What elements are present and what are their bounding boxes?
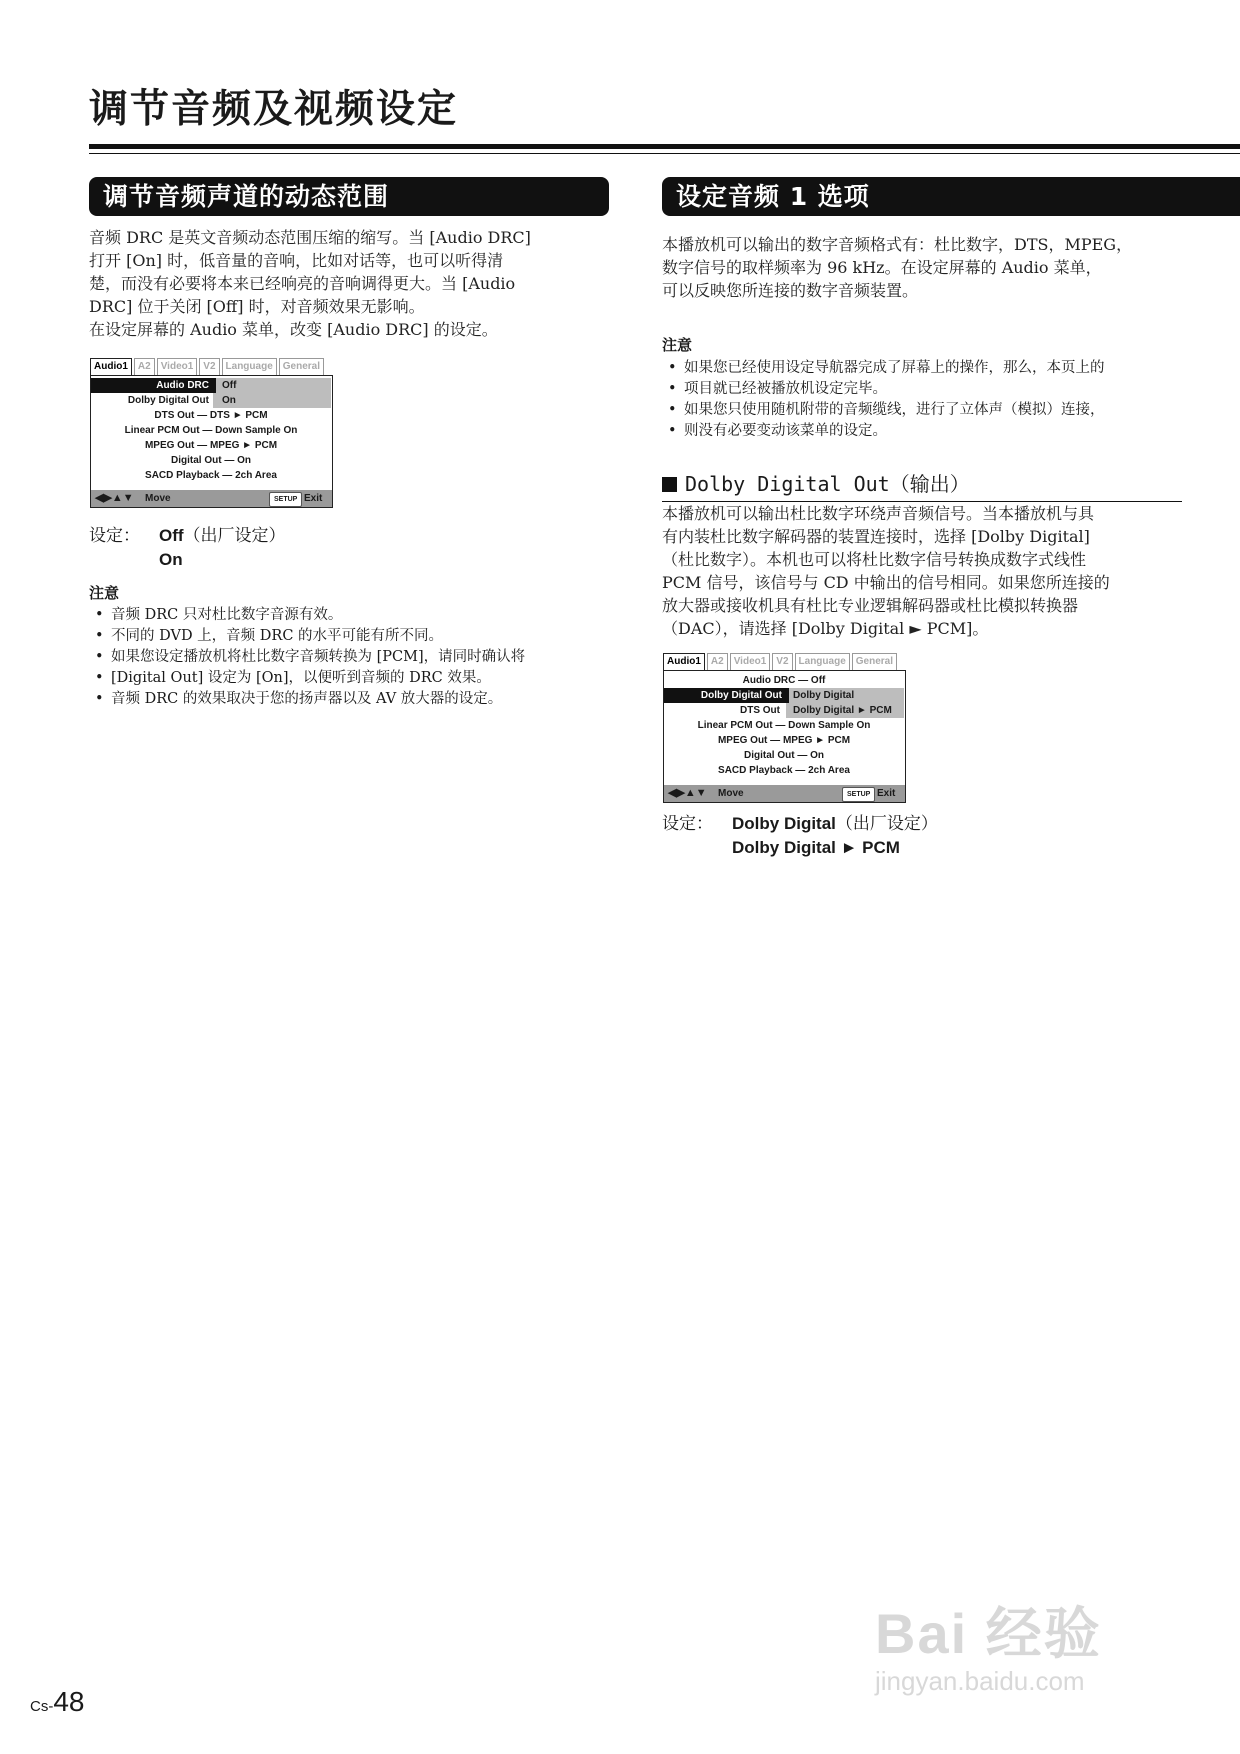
setting-label: 设定： bbox=[662, 814, 713, 834]
menu-label: Dolby Digital Out bbox=[127, 395, 209, 406]
page-number-value: 48 bbox=[53, 1686, 85, 1717]
tab-general: General bbox=[852, 653, 897, 670]
audio1-notes bbox=[662, 358, 1182, 442]
tab-a2: A2 bbox=[707, 653, 728, 670]
menu-row-dts: DTS Out — DTS ► PCM bbox=[154, 410, 268, 421]
footer-exit: Exit bbox=[304, 493, 323, 504]
menu-row-audio-drc bbox=[91, 378, 331, 393]
menu-value: Dolby Digital bbox=[786, 688, 904, 703]
tab-video1: Video1 bbox=[157, 358, 198, 375]
note-item-continued: • [Digital Out] 设定为 [On]，以便听到音频的 DRC 效果。 bbox=[89, 668, 619, 689]
dolby-paragraph bbox=[662, 502, 1182, 640]
tab-v2: V2 bbox=[199, 358, 219, 375]
setup-screen-audio-drc bbox=[90, 358, 333, 508]
option-default-note: （出厂设定） bbox=[835, 814, 938, 834]
tab-language: Language bbox=[222, 358, 277, 375]
menu-value: Off bbox=[213, 378, 331, 393]
note-item: • 如果您设定播放机将杜比数字音频转换为 [PCM]，请同时确认将 bbox=[89, 647, 619, 668]
menu-row-dolby bbox=[664, 688, 904, 703]
drc-intro bbox=[89, 226, 609, 341]
section-title-audio1: 设定音频 1 选项 bbox=[662, 177, 1240, 216]
drc-settings bbox=[89, 524, 286, 572]
menu-value: On bbox=[213, 393, 331, 408]
screen-footer bbox=[664, 785, 905, 802]
footer-exit: Exit bbox=[877, 788, 896, 799]
menu-row-dts bbox=[664, 703, 904, 718]
menu-label: Audio DRC bbox=[91, 378, 213, 393]
dolby-settings bbox=[662, 812, 938, 860]
tab-language: Language bbox=[795, 653, 850, 670]
watermark-logo: Bai 经验 bbox=[875, 1602, 1102, 1665]
menu-row-digital-out: Digital Out — On bbox=[171, 455, 251, 466]
menu-row-linear-pcm: Linear PCM Out — Down Sample On bbox=[124, 425, 298, 436]
note-item: • 音频 DRC 只对杜比数字音源有效。 bbox=[89, 605, 619, 626]
tab-video1: Video1 bbox=[730, 653, 771, 670]
intro-line: DRC] 位于关闭 [Off] 时，对音频效果无影响。 bbox=[89, 297, 425, 316]
intro-line: 音频 DRC 是英文音频动态范围压缩的缩写。当 [Audio DRC] bbox=[89, 228, 531, 247]
subsection-title-dolby bbox=[662, 468, 1182, 502]
note-item-continued: • 项目就已经被播放机设定完毕。 bbox=[662, 379, 1182, 400]
note-item: • 如果您只使用随机附带的音频缆线，进行了立体声（模拟）连接， bbox=[662, 400, 1182, 421]
setup-button-icon: SETUP bbox=[842, 787, 875, 802]
para-line: （DAC），请选择 [Dolby Digital ► PCM]。 bbox=[662, 619, 989, 638]
arrow-keys-icon: ◀▶▲▼ bbox=[95, 492, 134, 504]
page-number-prefix: Cs- bbox=[30, 1698, 54, 1715]
note-item: • 音频 DRC 的效果取决于您的扬声器以及 AV 放大器的设定。 bbox=[89, 689, 619, 710]
page-number bbox=[30, 1686, 84, 1718]
menu-row-sacd: SACD Playback — 2ch Area bbox=[718, 765, 850, 776]
arrow-keys-icon: ◀▶▲▼ bbox=[668, 787, 707, 799]
note-item: • 如果您已经使用设定导航器完成了屏幕上的操作，那么，本页上的 bbox=[662, 358, 1182, 379]
para-line: PCM 信号，该信号与 CD 中输出的信号相同。如果您所连接的 bbox=[662, 573, 1110, 592]
screen-tabs bbox=[90, 358, 326, 375]
menu-row-dolby bbox=[91, 393, 331, 408]
setup-screen-dolby bbox=[663, 653, 906, 803]
menu-row-sacd: SACD Playback — 2ch Area bbox=[145, 470, 277, 481]
title-rule-thin bbox=[89, 153, 1240, 154]
menu-label: DTS Out bbox=[740, 705, 780, 716]
intro-line: 本播放机可以输出的数字音频格式有：杜比数字，DTS，MPEG， bbox=[662, 235, 1133, 254]
menu-label: Dolby Digital Out bbox=[664, 688, 786, 703]
menu-row-mpeg: MPEG Out — MPEG ► PCM bbox=[717, 735, 851, 746]
tab-audio1: Audio1 bbox=[663, 653, 705, 670]
menu-row-linear-pcm: Linear PCM Out — Down Sample On bbox=[697, 720, 871, 731]
square-bullet-icon bbox=[662, 477, 677, 492]
menu-row-audio-drc: Audio DRC — Off bbox=[742, 675, 826, 686]
setting-label: 设定： bbox=[89, 526, 140, 546]
title-rule bbox=[89, 144, 1240, 149]
intro-line: 在设定屏幕的 Audio 菜单，改变 [Audio DRC] 的设定。 bbox=[89, 320, 498, 339]
drc-notes bbox=[89, 605, 619, 710]
screen-panel bbox=[663, 670, 906, 803]
menu-row-mpeg: MPEG Out — MPEG ► PCM bbox=[144, 440, 278, 451]
intro-line: 打开 [On] 时，低音量的音响，比如对话等，也可以听得清 bbox=[89, 251, 504, 270]
audio1-intro bbox=[662, 233, 1182, 302]
note-item: • 不同的 DVD 上，音频 DRC 的水平可能有所不同。 bbox=[89, 626, 619, 647]
option-default-note: （出厂设定） bbox=[183, 526, 286, 546]
tab-a2: A2 bbox=[134, 358, 155, 375]
tab-general: General bbox=[279, 358, 324, 375]
option-on: On bbox=[159, 550, 183, 569]
tab-audio1: Audio1 bbox=[90, 358, 132, 375]
section-title-drc: 调节音频声道的动态范围 bbox=[89, 177, 609, 216]
intro-line: 数字信号的取样频率为 96 kHz。在设定屏幕的 Audio 菜单， bbox=[662, 258, 1102, 277]
screen-footer bbox=[91, 490, 332, 507]
menu-value: Dolby Digital ► PCM bbox=[786, 703, 904, 718]
note-item-continued: • 则没有必要变动该菜单的设定。 bbox=[662, 421, 1182, 442]
tab-v2: V2 bbox=[772, 653, 792, 670]
notes-title: 注意 bbox=[662, 336, 693, 354]
screen-panel bbox=[90, 375, 333, 508]
subsection-title-text: Dolby Digital Out（输出） bbox=[685, 472, 970, 496]
para-line: （杜比数字）。本机也可以将杜比数字信号转换成数字式线性 bbox=[662, 550, 1087, 569]
page-title: 调节音频及视频设定 bbox=[89, 87, 459, 132]
footer-move: Move bbox=[145, 493, 171, 504]
option-off: Off bbox=[159, 526, 184, 545]
menu-row-digital-out: Digital Out — On bbox=[744, 750, 824, 761]
screen-tabs bbox=[663, 653, 899, 670]
footer-move: Move bbox=[718, 788, 744, 799]
para-line: 本播放机可以输出杜比数字环绕声音频信号。当本播放机与具 bbox=[662, 504, 1095, 523]
para-line: 放大器或接收机具有杜比专业逻辑解码器或杜比模拟转换器 bbox=[662, 596, 1079, 615]
option-dolby-digital: Dolby Digital bbox=[732, 814, 836, 833]
setup-button-icon: SETUP bbox=[269, 492, 302, 507]
watermark-url: jingyan.baidu.com bbox=[875, 1666, 1085, 1696]
option-dolby-digital-pcm: Dolby Digital ► PCM bbox=[732, 838, 900, 857]
baidu-watermark bbox=[875, 1590, 1102, 1697]
intro-line: 楚，而没有必要将本来已经响亮的音响调得更大。当 [Audio bbox=[89, 274, 516, 293]
notes-title: 注意 bbox=[89, 584, 120, 602]
intro-line: 可以反映您所连接的数字音频装置。 bbox=[662, 281, 919, 300]
para-line: 有内装杜比数字解码器的装置连接时，选择 [Dolby Digital] bbox=[662, 527, 1090, 546]
